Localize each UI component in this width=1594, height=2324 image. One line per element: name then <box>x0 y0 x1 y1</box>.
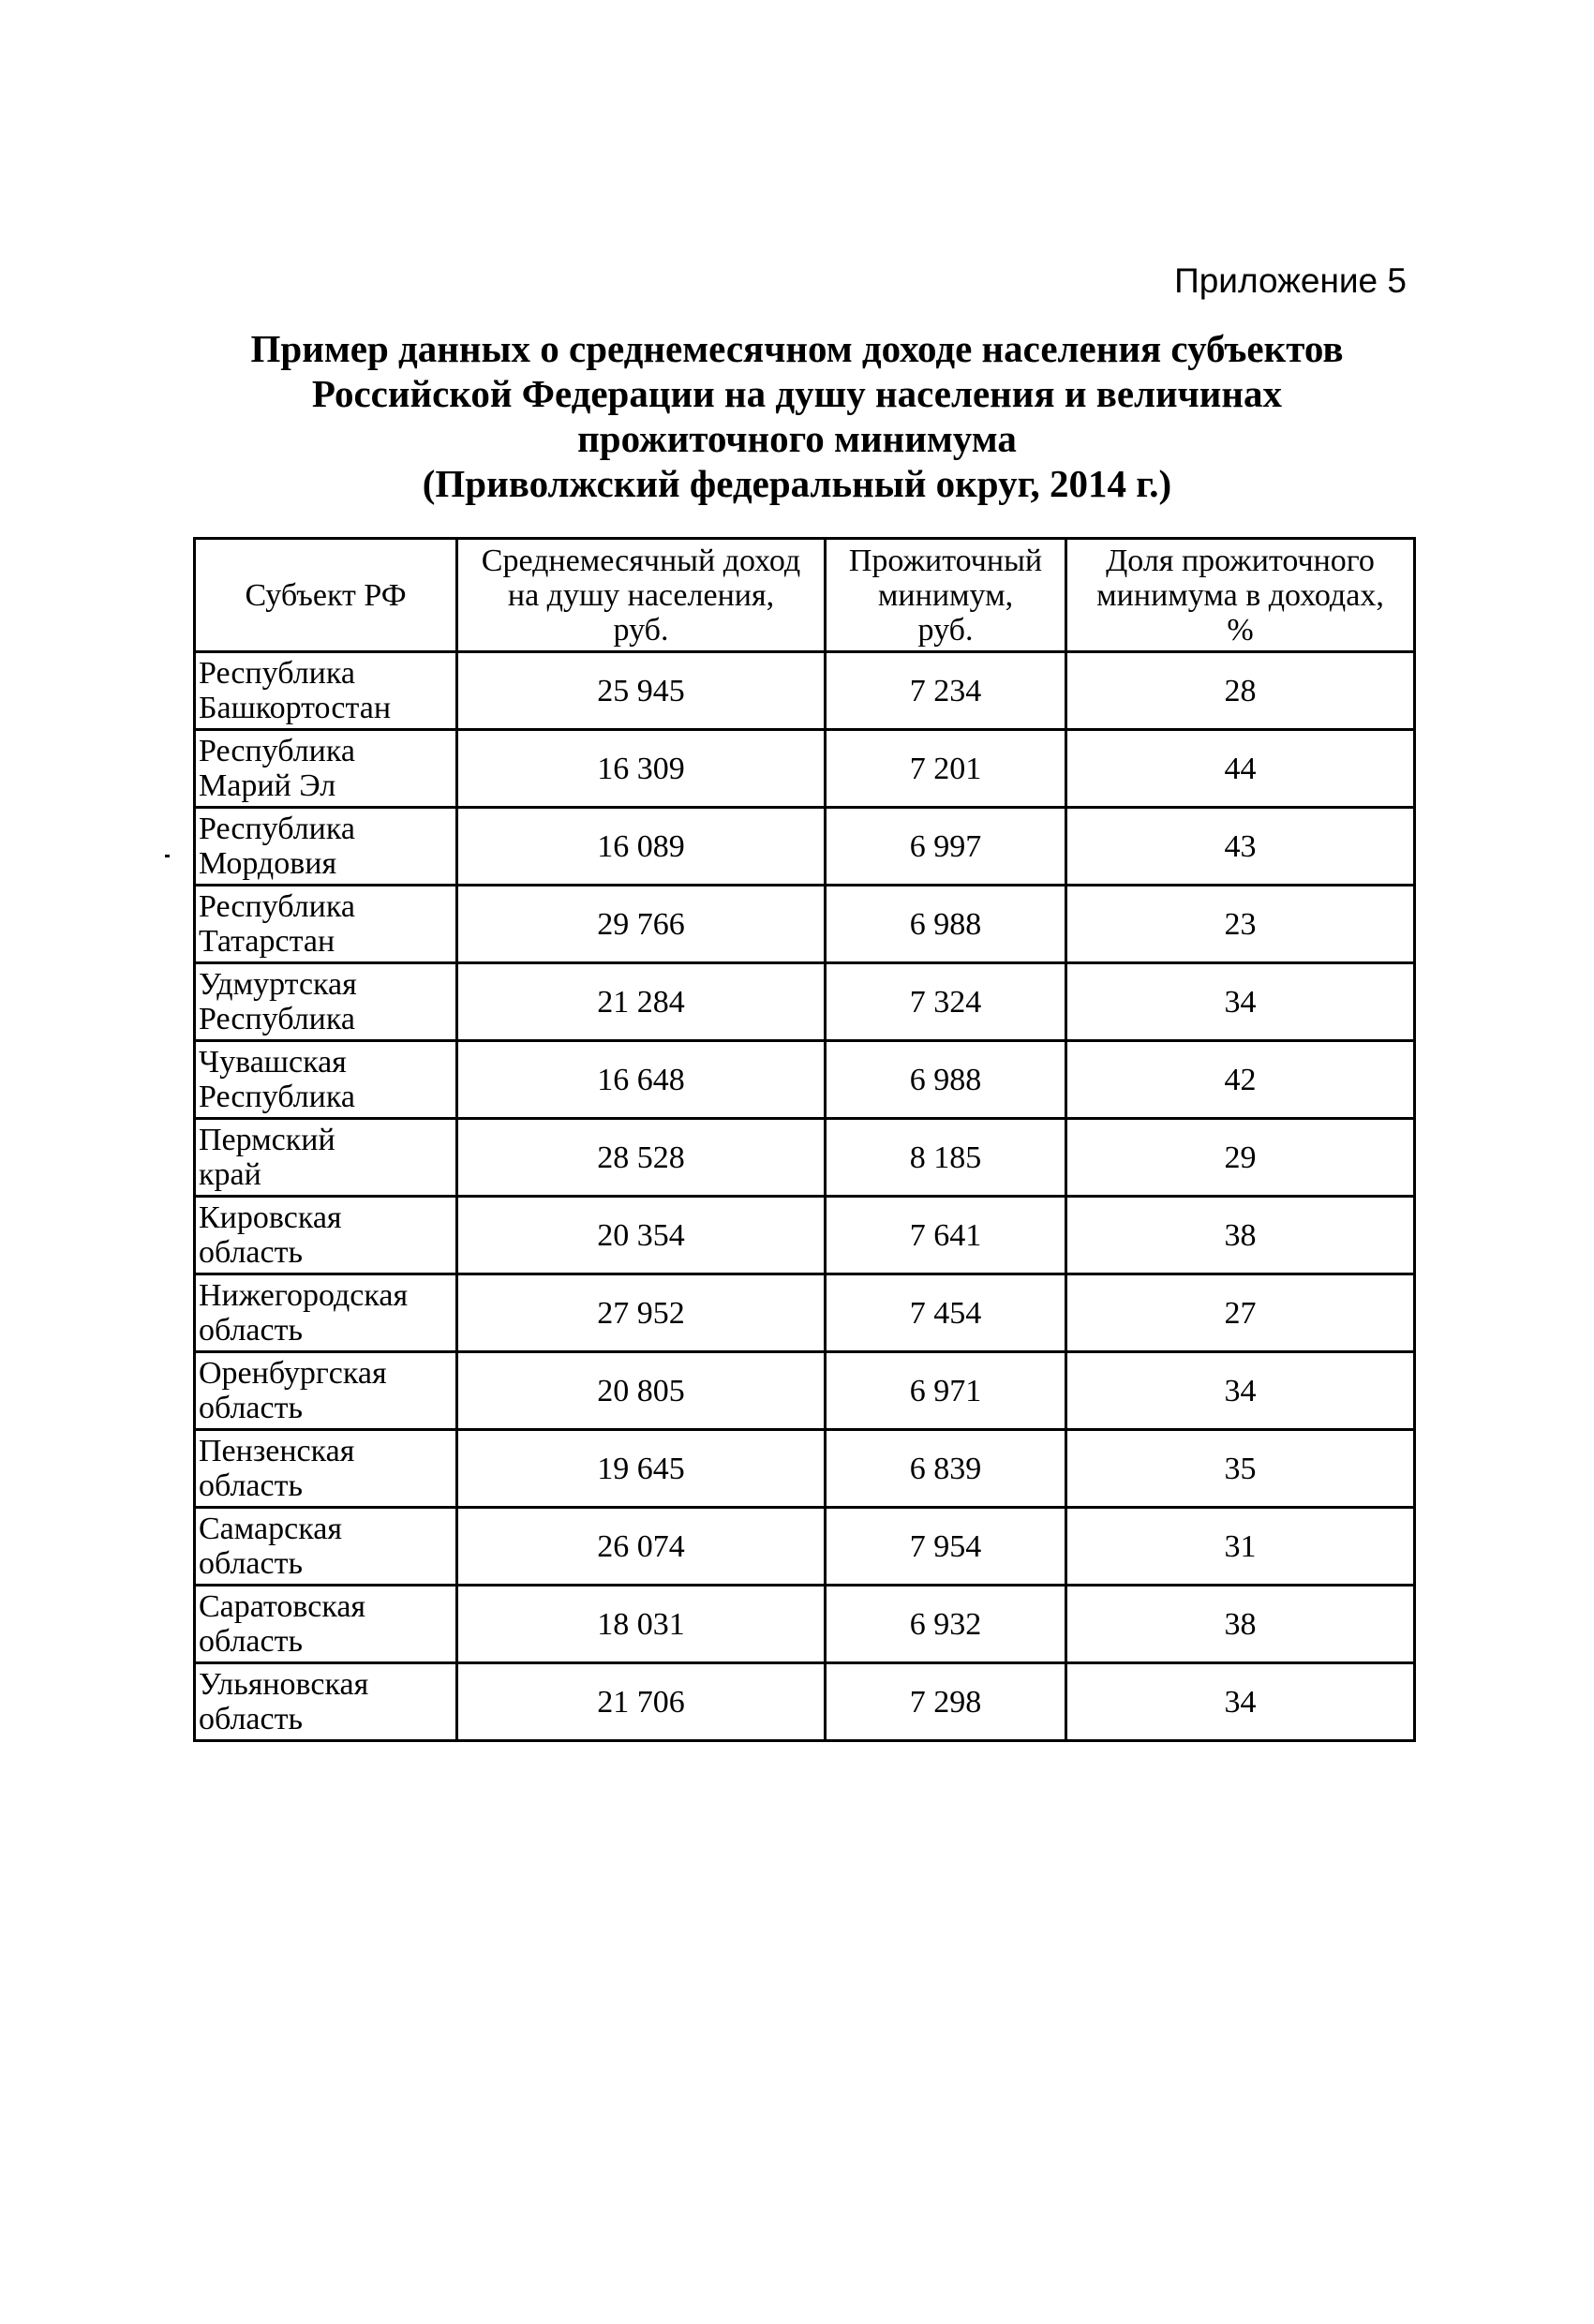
header-share <box>1066 539 1415 652</box>
header-line: минимума в доходах, <box>1096 577 1384 613</box>
cell-income: 29 766 <box>457 886 826 963</box>
cell-minimum: 6 997 <box>826 808 1066 886</box>
subject-line: область <box>199 1391 303 1425</box>
cell-income: 18 031 <box>457 1586 826 1663</box>
cell-subject <box>195 1663 457 1741</box>
subject-line: Пермский <box>199 1123 335 1157</box>
cell-minimum: 6 988 <box>826 1041 1066 1119</box>
table-row <box>195 1508 1415 1586</box>
cell-minimum: 8 185 <box>826 1119 1066 1197</box>
subject-line: Оренбургская <box>199 1356 387 1391</box>
header-minimum <box>826 539 1066 652</box>
cell-subject <box>195 808 457 886</box>
cell-minimum: 7 324 <box>826 963 1066 1041</box>
cell-subject <box>195 652 457 730</box>
cell-share: 23 <box>1066 886 1415 963</box>
table-row <box>195 1041 1415 1119</box>
cell-minimum: 7 298 <box>826 1663 1066 1741</box>
subject-line: Саратовская <box>199 1589 366 1624</box>
table-row <box>195 963 1415 1041</box>
header-line: % <box>1227 612 1254 648</box>
cell-income: 27 952 <box>457 1274 826 1352</box>
subject-line: Кировская <box>199 1200 342 1235</box>
cell-subject <box>195 886 457 963</box>
table-body <box>195 652 1415 1741</box>
table-row <box>195 808 1415 886</box>
header-line: Доля прожиточного <box>1106 543 1375 578</box>
cell-minimum: 6 932 <box>826 1586 1066 1663</box>
cell-income: 25 945 <box>457 652 826 730</box>
table-row <box>195 1430 1415 1508</box>
scan-mark <box>165 855 170 857</box>
subject-line: область <box>199 1702 303 1736</box>
appendix-label: Приложение 5 <box>1174 261 1407 300</box>
cell-subject <box>195 963 457 1041</box>
header-line: Среднемесячный доход <box>481 543 801 578</box>
subject-line: Удмуртская <box>199 967 357 1002</box>
cell-subject <box>195 1274 457 1352</box>
header-subject <box>195 539 457 652</box>
cell-share: 31 <box>1066 1508 1415 1586</box>
subject-line: Башкортостан <box>199 691 392 725</box>
cell-share: 38 <box>1066 1197 1415 1274</box>
cell-subject <box>195 730 457 808</box>
cell-income: 28 528 <box>457 1119 826 1197</box>
subject-line: область <box>199 1313 303 1348</box>
cell-income: 26 074 <box>457 1508 826 1586</box>
cell-income: 19 645 <box>457 1430 826 1508</box>
cell-share: 34 <box>1066 1352 1415 1430</box>
subject-line: Республика <box>199 889 355 924</box>
subject-line: Республика <box>199 1002 355 1036</box>
subject-line: область <box>199 1235 303 1270</box>
table-row <box>195 1274 1415 1352</box>
cell-share: 35 <box>1066 1430 1415 1508</box>
cell-income: 20 805 <box>457 1352 826 1430</box>
cell-share: 29 <box>1066 1119 1415 1197</box>
cell-share: 27 <box>1066 1274 1415 1352</box>
cell-minimum: 6 988 <box>826 886 1066 963</box>
cell-income: 16 089 <box>457 808 826 886</box>
subject-line: Нижегородская <box>199 1278 409 1313</box>
subject-line: Самарская <box>199 1512 342 1546</box>
cell-income: 16 309 <box>457 730 826 808</box>
title-line: прожиточного минимума <box>577 417 1017 460</box>
table-row <box>195 1586 1415 1663</box>
subject-line: область <box>199 1468 303 1503</box>
cell-share: 43 <box>1066 808 1415 886</box>
table-row <box>195 1663 1415 1741</box>
cell-subject <box>195 1430 457 1508</box>
cell-subject <box>195 1352 457 1430</box>
cell-subject <box>195 1508 457 1586</box>
cell-subject <box>195 1041 457 1119</box>
subject-line: Республика <box>199 1080 355 1114</box>
table-row <box>195 652 1415 730</box>
table-row <box>195 730 1415 808</box>
subject-line: область <box>199 1624 303 1659</box>
cell-share: 42 <box>1066 1041 1415 1119</box>
subject-line: край <box>199 1157 261 1192</box>
cell-share: 38 <box>1066 1586 1415 1663</box>
table-row <box>195 1197 1415 1274</box>
subject-line: Чувашская <box>199 1045 347 1080</box>
subject-line: Республика <box>199 734 355 768</box>
cell-income: 21 706 <box>457 1663 826 1741</box>
table-row <box>195 886 1415 963</box>
cell-income: 21 284 <box>457 963 826 1041</box>
cell-income: 20 354 <box>457 1197 826 1274</box>
cell-minimum: 7 454 <box>826 1274 1066 1352</box>
cell-income: 16 648 <box>457 1041 826 1119</box>
cell-minimum: 6 971 <box>826 1352 1066 1430</box>
cell-share: 34 <box>1066 963 1415 1041</box>
title-line: Пример данных о среднемесячном доходе населения субъектов <box>250 327 1344 370</box>
title-line: Российской Федерации на душу населения и величинах <box>311 372 1283 415</box>
header-income <box>457 539 826 652</box>
header-line: Субъект РФ <box>245 577 407 613</box>
header-line: Прожиточный <box>848 543 1043 578</box>
cell-minimum: 7 234 <box>826 652 1066 730</box>
document-title <box>0 326 1594 506</box>
table-row <box>195 1352 1415 1430</box>
cell-minimum: 7 641 <box>826 1197 1066 1274</box>
cell-share: 44 <box>1066 730 1415 808</box>
subject-line: область <box>199 1546 303 1581</box>
cell-minimum: 7 954 <box>826 1508 1066 1586</box>
subject-line: Татарстан <box>199 924 335 959</box>
subject-line: Республика <box>199 656 355 691</box>
cell-minimum: 6 839 <box>826 1430 1066 1508</box>
cell-subject <box>195 1197 457 1274</box>
subject-line: Республика <box>199 812 355 846</box>
income-table <box>193 537 1416 1742</box>
title-line: (Приволжский федеральный округ, 2014 г.) <box>422 462 1172 505</box>
cell-share: 34 <box>1066 1663 1415 1741</box>
cell-share: 28 <box>1066 652 1415 730</box>
header-line: минимум, <box>877 577 1014 613</box>
header-line: на душу населения, <box>507 577 775 613</box>
subject-line: Пензенская <box>199 1434 355 1468</box>
subject-line: Мордовия <box>199 846 337 881</box>
cell-subject <box>195 1586 457 1663</box>
table-row <box>195 1119 1415 1197</box>
header-line: руб. <box>917 612 974 648</box>
table-header-row <box>195 539 1415 652</box>
header-line: руб. <box>613 612 669 648</box>
subject-line: Ульяновская <box>199 1667 369 1702</box>
subject-line: Марий Эл <box>199 768 336 803</box>
cell-minimum: 7 201 <box>826 730 1066 808</box>
cell-subject <box>195 1119 457 1197</box>
